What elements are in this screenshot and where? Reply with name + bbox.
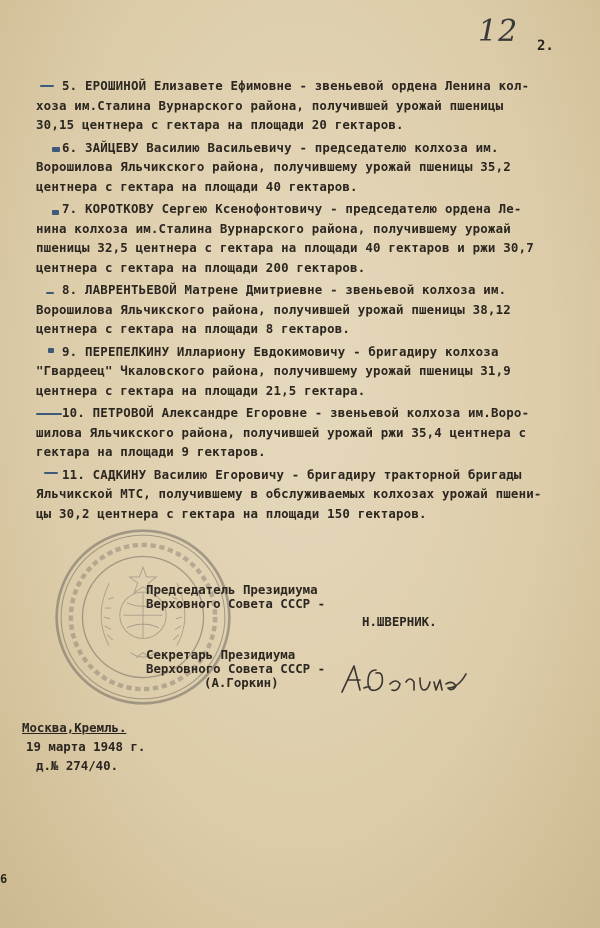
entry-line: 30,15 центнера с гектара на площади 20 гектаров. — [36, 117, 404, 132]
entry-line: гектара на площади 9 гектаров. — [36, 444, 266, 459]
entry-line: 5. ЕРОШИНОЙ Елизавете Ефимовне - звеньевой ордена Ленина кол- — [62, 78, 530, 93]
chairman-name: Н.ШВЕРНИК. — [362, 614, 437, 629]
secretary-signature-block — [146, 648, 325, 690]
entry-8 — [36, 280, 576, 339]
entry-10 — [36, 403, 576, 462]
page-number: 2. — [537, 38, 554, 54]
handwritten-signature-icon — [336, 660, 476, 700]
entry-line: Яльчикской МТС, получившему в обслуживаемых колхозах урожай пшени- — [36, 486, 542, 501]
entry-line: хоза им.Сталина Вурнарского района, получившей урожай пшеницы — [36, 97, 504, 113]
entry-line: 8. ЛАВРЕНТЬЕВОЙ Матрене Дмитриевне - звеньевой колхоза им. — [62, 282, 507, 297]
entry-line: 7. КОРОТКОВУ Сергею Ксенофонтовичу - председателю ордена Ле- — [62, 201, 522, 216]
entry-line: 10. ПЕТРОВОЙ Александре Егоровне - звеньевой колхоза им.Воро- — [62, 405, 530, 420]
entry-line: центнера с гектара на площади 40 гектаров. — [36, 178, 358, 194]
chairman-title: Верховного Совета СССР - — [146, 596, 326, 611]
entry-6 — [36, 138, 576, 197]
entry-line: центнера с гектара на площади 8 гектаров. — [36, 321, 351, 336]
entry-line: 9. ПЕРЕПЕЛКИНУ Иллариону Евдокимовичу - бригадиру колхоза — [62, 343, 499, 359]
entry-line: цы 30,2 центнера с гектара на площади 150 гектаров. — [36, 505, 427, 521]
entry-line: центнера с гектара на площади 200 гектаров. — [36, 259, 366, 275]
margin-mark: 6 — [0, 872, 8, 886]
place-of-signing: Москва,Кремль. — [22, 720, 127, 735]
entry-line: нина колхоза им.Сталина Вурнарского района, получившему урожай — [36, 220, 511, 236]
chairman-signature-block — [146, 583, 325, 611]
entry-line: 6. ЗАЙЦЕВУ Василию Васильевичу - председателю колхоза им. — [62, 139, 499, 155]
chairman-title: Председатель Президиума — [146, 582, 318, 597]
decree-number: д.№ 274/40. — [36, 758, 119, 773]
entry-5 — [36, 76, 576, 135]
entry-11 — [36, 465, 576, 524]
entry-line: "Гвардеец" Чкаловского района, получившему урожай пшеницы 31,9 — [36, 363, 511, 378]
secretary-title: Верховного Совета СССР - — [146, 661, 326, 676]
entry-line: шилова Яльчикского района, получившей урожай ржи 35,4 центнера с — [36, 424, 527, 440]
secretary-title: Секретарь Президиума — [146, 647, 296, 662]
entry-9 — [36, 342, 576, 401]
entry-line: пшеницы 32,5 центнера с гектара на площади 40 гектаров и ржи 30,7 — [36, 240, 534, 255]
entry-line: 11. САДКИНУ Василию Егоровичу - бригадиру тракторной бригады — [62, 466, 522, 482]
entry-7 — [36, 199, 576, 277]
entry-line: Ворошилова Яльчикского района, получившему урожай пшеницы 35,2 — [36, 159, 511, 174]
handwritten-sheet-number: 12 — [478, 14, 519, 49]
decree-date: 19 марта 1948 г. — [26, 739, 146, 754]
entry-line: Ворошилова Яльчикского района, получившей урожай пшеницы 38,12 — [36, 301, 511, 317]
decree-body — [36, 76, 576, 526]
secretary-name: (А.Горкин) — [204, 675, 279, 690]
entry-line: центнера с гектара на площади 21,5 гектара. — [36, 382, 366, 398]
place-date-block — [22, 718, 145, 775]
